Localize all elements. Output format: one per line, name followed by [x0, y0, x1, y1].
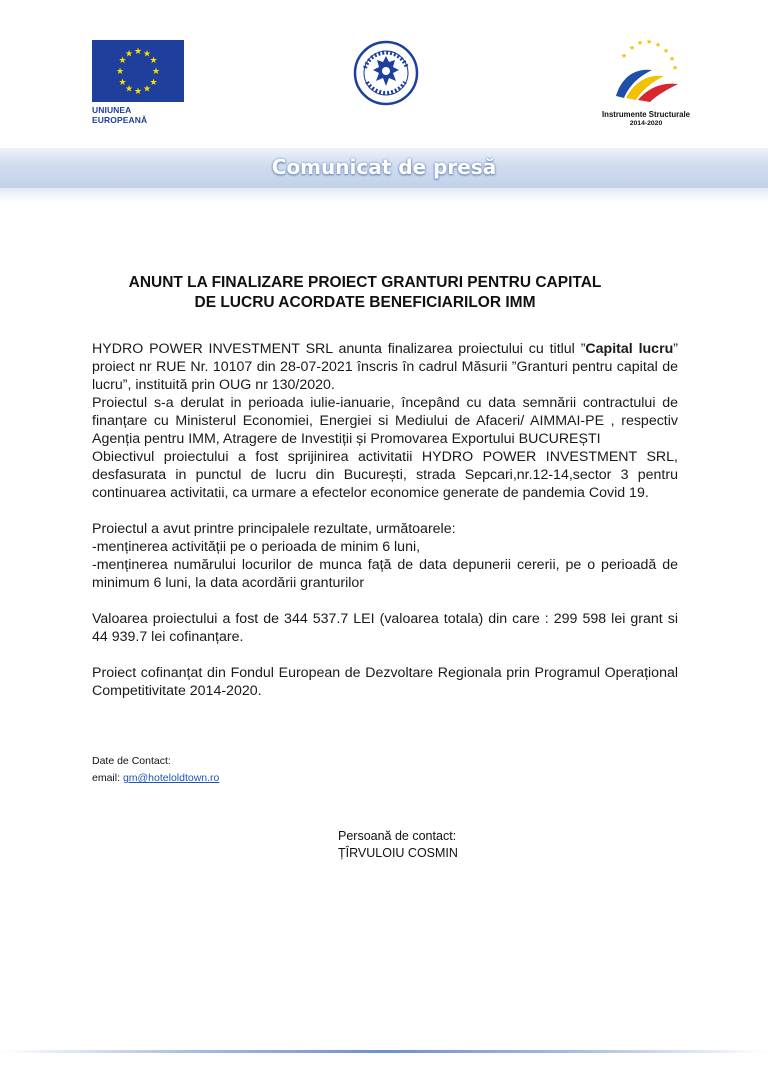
banner-shadow	[0, 188, 768, 202]
footer-divider	[0, 1050, 768, 1053]
paragraph-result-2: -menținerea numărului locurilor de munca față de data depunerii cererii, pe o perioadă de minimum 6 luni, la data acordării granturilor	[92, 557, 678, 591]
svg-text:★: ★	[149, 78, 158, 88]
svg-text:★: ★	[654, 41, 662, 49]
svg-text:★: ★	[671, 64, 679, 72]
svg-text:★: ★	[118, 78, 127, 88]
contact-block	[92, 753, 392, 787]
paragraph-cofinancing: Proiect cofinanțat din Fondul European de Dezvoltare Regionala prin Programul Operațional Competitivitate 2014-2020.	[92, 665, 678, 699]
svg-text:★: ★	[645, 38, 653, 46]
svg-text:★: ★	[636, 39, 644, 47]
announcement-heading	[60, 273, 670, 313]
contact-person-name: ȚÎRVULOIU COSMIN	[338, 846, 458, 860]
eu-flag-icon	[92, 40, 184, 102]
contact-email-row	[92, 770, 392, 787]
paragraph-results-intro: Proiectul a avut printre principalele rezultate, următoarele:	[92, 521, 456, 537]
email-link[interactable]: gm@hoteloldtown.ro	[122, 772, 220, 784]
instrumente-structurale-logo	[596, 36, 696, 132]
svg-text:★: ★	[124, 84, 134, 95]
svg-text:★: ★	[620, 52, 628, 60]
svg-text:★: ★	[151, 67, 161, 77]
announcement-body	[92, 340, 678, 700]
paragraph-period: Proiectul s-a derulat in perioada iulie-ianuarie, începând cu data semnării contractului de finanțare cu Ministerul Economiei, Energiei si Mediului de Afaceri/ AIMMAI-PE , respectiv Agenția pentru IMM, Atragere de Investiții și Promovarea Exportului BUCUREȘTI	[92, 395, 678, 447]
eu-logo	[92, 40, 186, 125]
instrumente-structurale-icon	[596, 36, 696, 110]
contact-person-label: Persoană de contact:	[338, 829, 457, 843]
heading-line-1: ANUNT LA FINALIZARE PROIECT GRANTURI PENTRU CAPITAL	[128, 274, 602, 291]
svg-text:★: ★	[118, 56, 127, 66]
paragraph-objective: Obiectivul proiectului a fost sprijinirea activitatii HYDRO POWER INVESTMENT SRL, desfasurata in punctul de lucru din București, strada Sepcari,nr.12-14,sector 3 pentru continuarea activitatii, ca urmare a efectelor economice generate de pandemia Covid 19.	[92, 449, 678, 501]
email-label: email:	[92, 772, 123, 784]
contact-label: Date de Contact:	[92, 755, 171, 767]
is-caption-line2: 2014-2020	[629, 120, 663, 127]
svg-text:★: ★	[133, 47, 143, 57]
banner-title: Comunicat de presă	[271, 155, 497, 179]
svg-text:★: ★	[662, 47, 670, 55]
svg-text:★: ★	[142, 84, 152, 95]
guvernul-romaniei-seal-icon	[353, 40, 419, 106]
svg-text:★: ★	[133, 87, 143, 97]
paragraph-project-title	[92, 340, 678, 394]
is-caption-line1: Instrumente Structurale	[602, 110, 690, 119]
paragraph-result-1: -menținerea activității pe o perioada de minim 6 luni,	[92, 539, 421, 555]
svg-text:★: ★	[628, 44, 636, 52]
svg-text:★: ★	[149, 56, 158, 66]
svg-text:★: ★	[668, 55, 676, 63]
paragraph-value: Valoarea proiectului a fost de 344 537.7 LEI (valoarea totala) din care : 299 598 lei grant si 44 939.7 lei cofinanțare.	[92, 611, 678, 645]
svg-text:★: ★	[142, 49, 152, 60]
svg-text:★: ★	[124, 49, 134, 60]
svg-text:★: ★	[115, 67, 125, 77]
eu-caption: UNIUNEA EUROPEANĂ	[92, 105, 148, 125]
p1-bold-title: Capital lucru	[585, 341, 674, 357]
contact-person	[338, 828, 598, 862]
p1-text-b: ” proiect nr RUE Nr. 10107 din 28-07-2021 înscris în cadrul Măsurii ”Granturi pentru capital de lucru”, instituită prin OUG nr 130/2020.	[92, 341, 678, 393]
p1-text-a: HYDRO POWER INVESTMENT SRL anunta finalizarea proiectului cu titlul ”	[92, 341, 586, 357]
heading-line-2: DE LUCRU ACORDATE BENEFICIARILOR IMM	[194, 294, 536, 311]
